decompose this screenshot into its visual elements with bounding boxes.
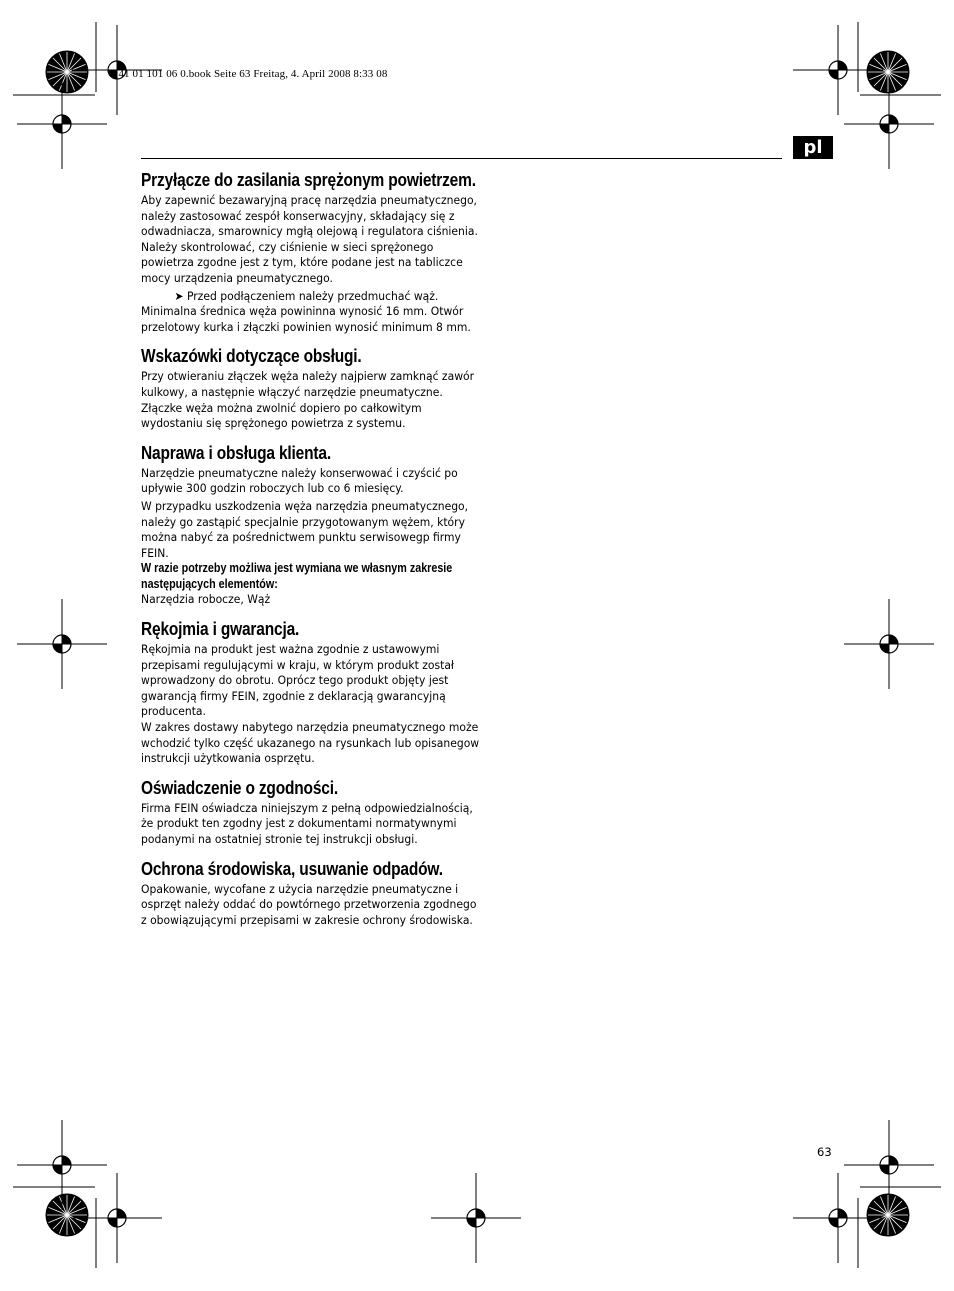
section-title: Przyłącze do zasilania sprężonym powietrzem.: [141, 170, 476, 190]
page-number: 63: [817, 1145, 832, 1159]
paragraph: Przy otwieraniu złączek węża należy najpierw zamknąć zawór kulkowy, a następnie włączyć narzędzie pneumatyczne. Złączke węża można zwolnić dopiero po całkowitym wydostaniu się sprężonego powietrza z systemu.: [141, 369, 475, 431]
book-header: 3 41 01 101 06 0.book Seite 63 Freitag, 4. April 2008 8:33 08: [110, 68, 388, 80]
bullet-instruction: ➤ Przed podłączeniem należy przedmuchać wąż.: [174, 288, 439, 303]
bold-note: W razie potrzeby możliwa jest wymiana we własnym zakresie następujących elementów:: [141, 561, 453, 591]
header-rule: [141, 158, 782, 159]
section-title: Naprawa i obsługa klienta.: [141, 442, 331, 463]
paragraph: Opakowanie, wycofane z użycia narzędzie pneumatyczne i osprzęt należy oddać do powtórnego przetworzenia zgodnego z obowiązującymi przepisami w zakresie ochrony środowiska.: [141, 881, 477, 927]
paragraph: W przypadku uszkodzenia węża narzędzia pneumatycznego, należy go zastąpić specjalnie przygotowanym wężem, który można nabyć za pośrednictwem punktu serwisowegp firmy FEIN.: [141, 498, 469, 560]
section-title: Oświadczenie o zgodności.: [141, 777, 338, 798]
paragraph: Rękojmia na produkt jest ważna zgodnie z ustawowymi przepisami regulującymi w kraju, w którym produkt został wprowadzony do obrotu. Oprócz tego produkt objęty jest gwarancją firmy FEIN, zgodnie z deklaracją gwarancyjną producenta.: [141, 642, 455, 719]
paragraph: Narzędzie pneumatyczne należy konserwować i czyścić po upływie 300 godzin roboczych lub co 6 miesięcy.: [141, 465, 458, 496]
paragraph: W zakres dostawy nabytego narzędzia pneumatycznego może wchodzić tylko część ukazanego na rysunkach lub opisanegow instrukcji użytkowania osprzętu.: [141, 720, 480, 766]
language-badge: pl: [793, 136, 833, 159]
paragraph: Narzędzia robocze, Wąż: [141, 592, 271, 607]
main-content: [141, 170, 481, 928]
section-conformity: [141, 778, 481, 848]
section-repair-service: [141, 443, 481, 608]
section-warranty: [141, 619, 481, 767]
section-title: Rękojmia i gwarancja.: [141, 619, 300, 640]
paragraph: Firma FEIN oświadcza niniejszym z pełną odpowiedzialnością, że produkt ten zgodny jest z dokumentami normatywnymi podanymi na ostatniej stronie tej instrukcji obsługi.: [141, 800, 473, 846]
paragraph: Minimalna średnica węża powininna wynosić 16 mm. Otwór przelotowy kurka i złączki powinien wynosić minimum 8 mm.: [141, 304, 471, 334]
paragraph: Aby zapewnić bezawaryjną pracę narzędzia pneumatycznego, należy zastosować zespół konserwacyjny, składający się z odwadniacza, smarownicy mgłą olejową i regulatora ciśnienia.: [141, 193, 478, 239]
section-title: Wskazówki dotyczące obsługi.: [141, 346, 362, 367]
paragraph: Należy skontrolować, czy ciśnienie w sieci sprężonego powietrza zgodne jest z tym, które podane jest na tabliczce mocy urządzenia pneumatycznego.: [141, 239, 463, 285]
section-title: Ochrona środowiska, usuwanie odpadów.: [141, 858, 443, 879]
section-operating-tips: [141, 346, 481, 431]
section-environment: [141, 859, 481, 929]
section-air-supply: [141, 170, 481, 335]
